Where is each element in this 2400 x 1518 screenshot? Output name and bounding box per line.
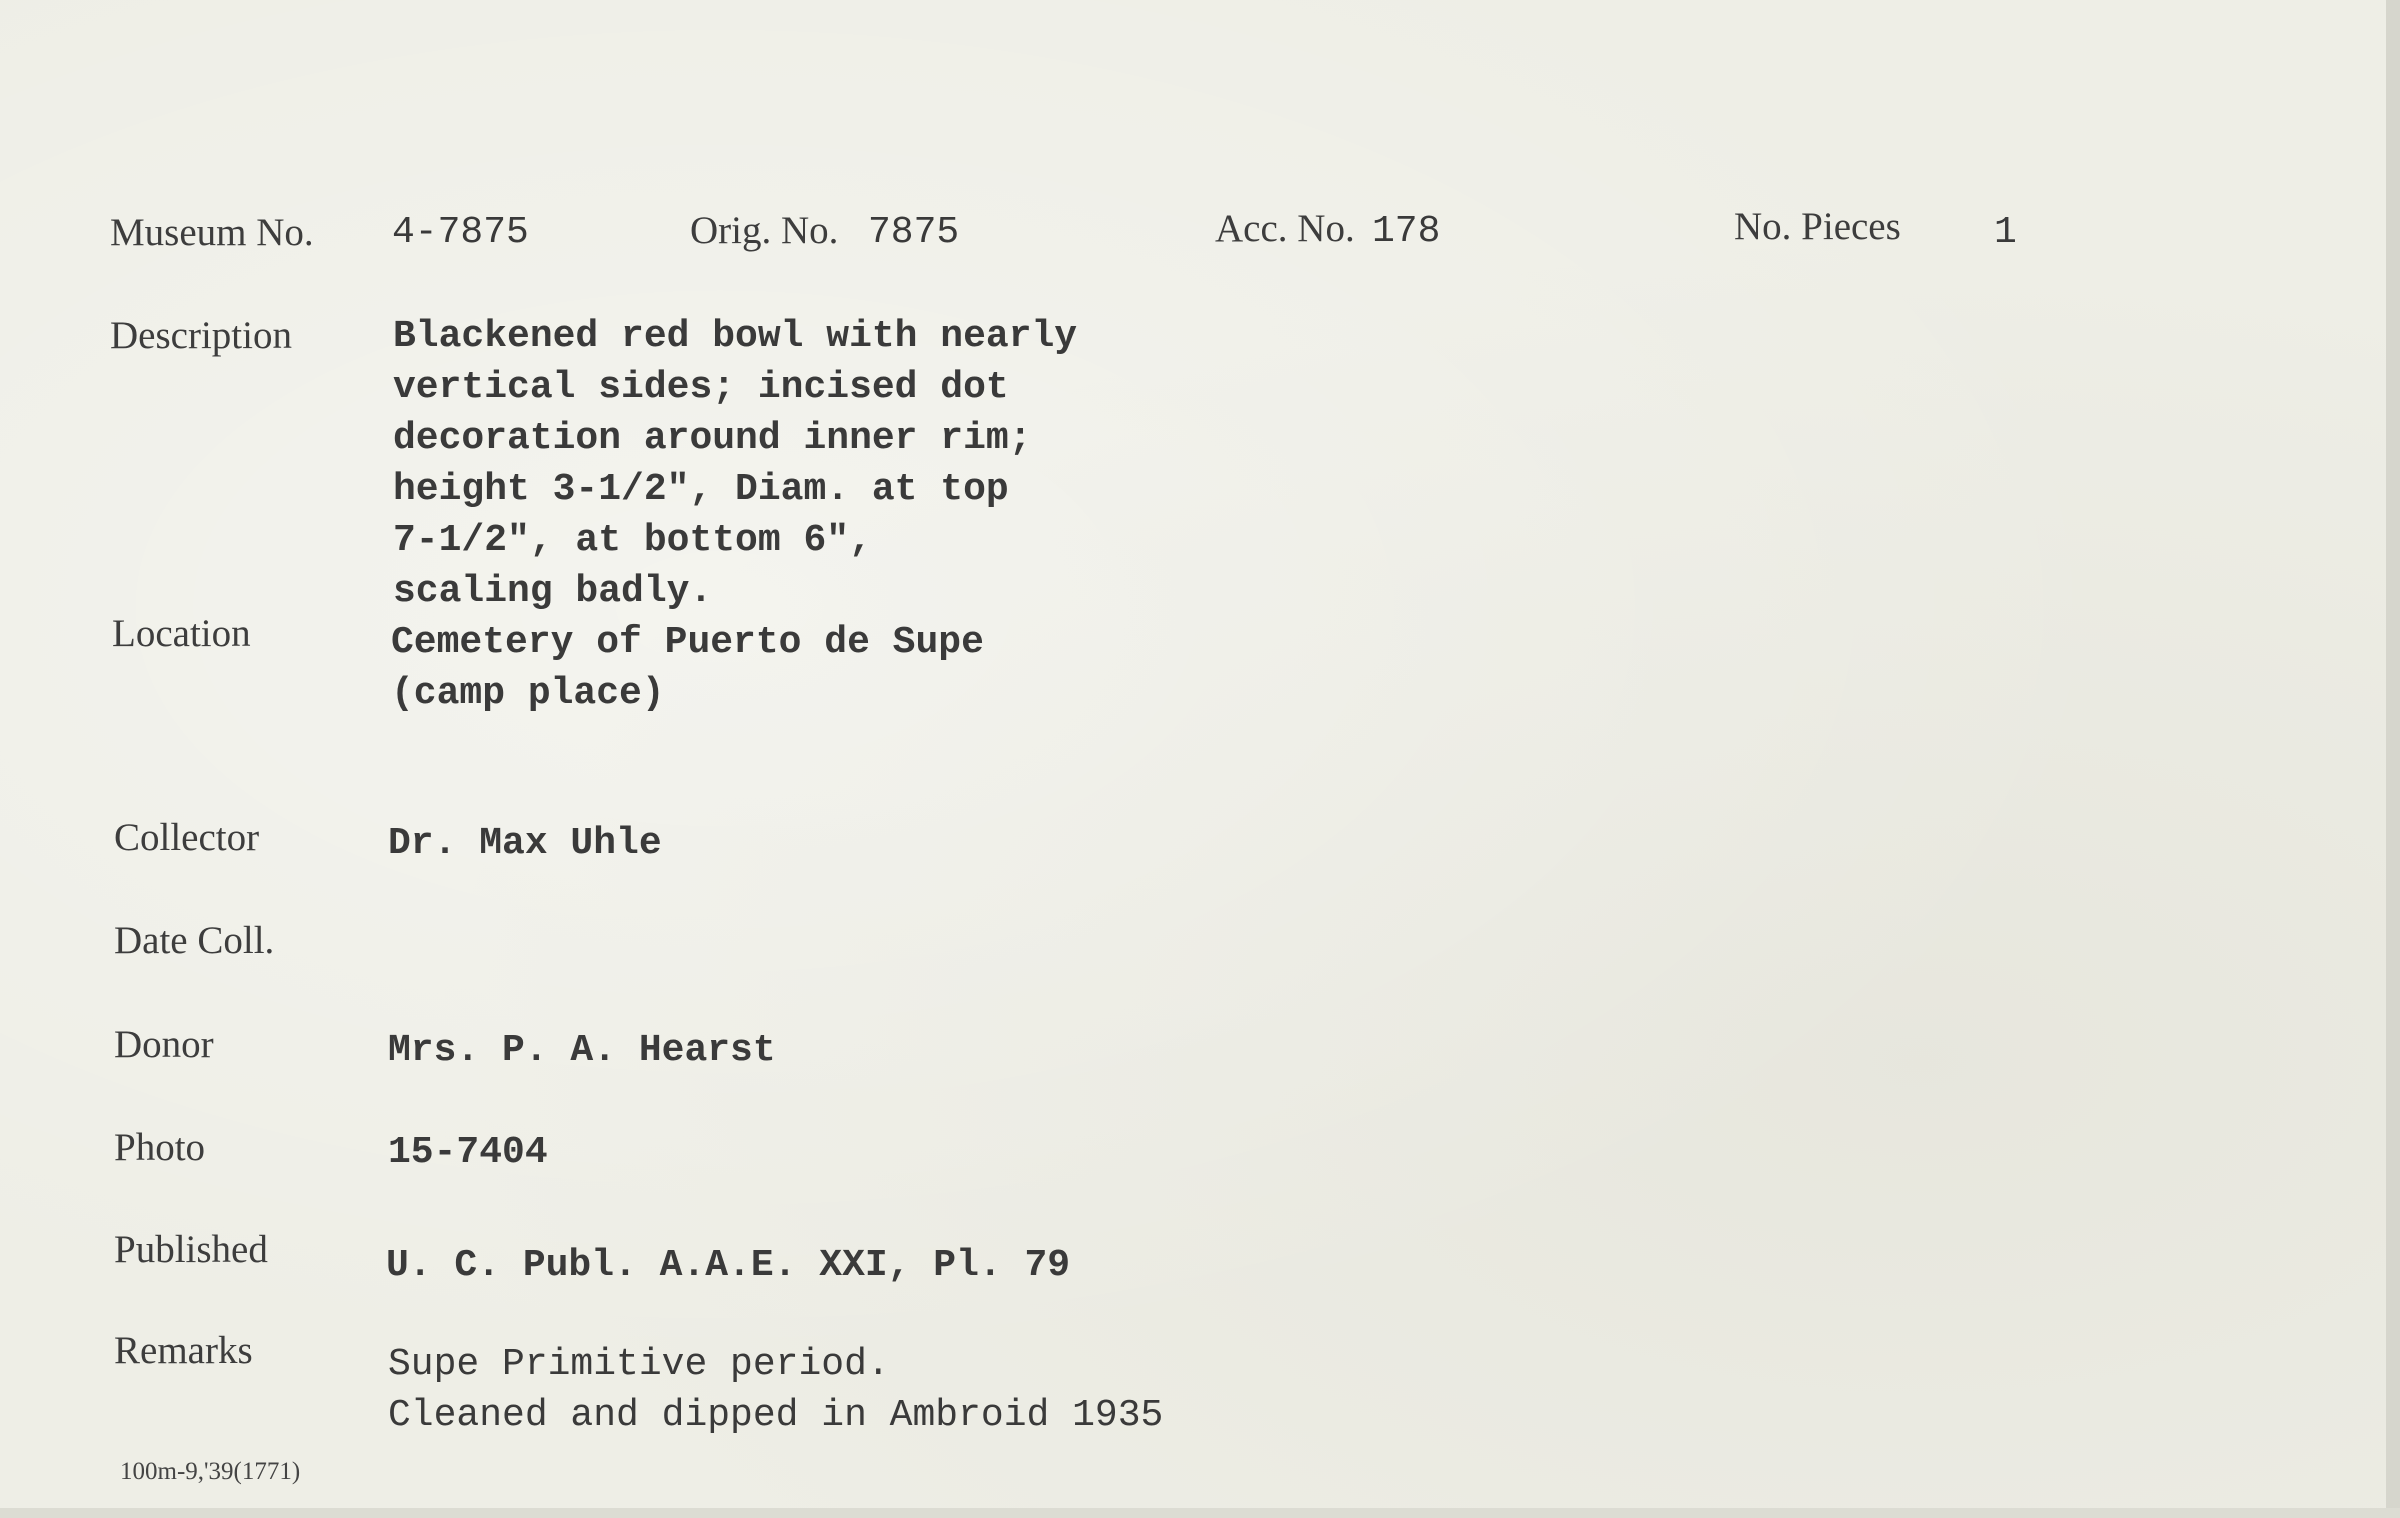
collector-value: Dr. Max Uhle xyxy=(388,822,662,865)
no-pieces-value: 1 xyxy=(1994,211,2017,254)
location-value: Cemetery of Puerto de Supe (camp place) xyxy=(391,621,984,715)
orig-no-label: Orig. No. xyxy=(690,209,839,252)
card-edge-bottom xyxy=(0,1508,2400,1518)
remarks-value: Supe Primitive period. Cleaned and dipped in Ambroid 1935 xyxy=(388,1343,1164,1437)
card-edge-right xyxy=(2386,0,2400,1518)
acc-no-value: 178 xyxy=(1372,210,1441,253)
donor-value: Mrs. P. A. Hearst xyxy=(388,1029,776,1072)
museum-no-label: Museum No. xyxy=(110,211,314,254)
photo-label: Photo xyxy=(114,1126,206,1169)
photo-value: 15-7404 xyxy=(388,1131,548,1174)
location-label: Location xyxy=(112,612,251,655)
description-value: Blackened red bowl with nearly vertical sides; incised dot decoration around inner rim; height 3-1/2", Diam. at top 7-1/2", at bottom 6", scaling badly. xyxy=(393,315,1078,613)
acc-no-label: Acc. No. xyxy=(1215,207,1355,250)
remarks-label: Remarks xyxy=(114,1329,253,1372)
orig-no-value: 7875 xyxy=(868,211,960,254)
no-pieces-label: No. Pieces xyxy=(1734,205,1901,248)
published-value: U. C. Publ. A.A.E. XXI, Pl. 79 xyxy=(386,1244,1071,1287)
collector-label: Collector xyxy=(114,816,260,859)
donor-label: Donor xyxy=(114,1023,214,1066)
museum-no-value: 4-7875 xyxy=(392,211,529,254)
date-coll-label: Date Coll. xyxy=(114,919,275,962)
published-label: Published xyxy=(114,1228,268,1271)
description-label: Description xyxy=(110,314,292,357)
print-code: 100m-9,'39(1771) xyxy=(120,1458,301,1485)
